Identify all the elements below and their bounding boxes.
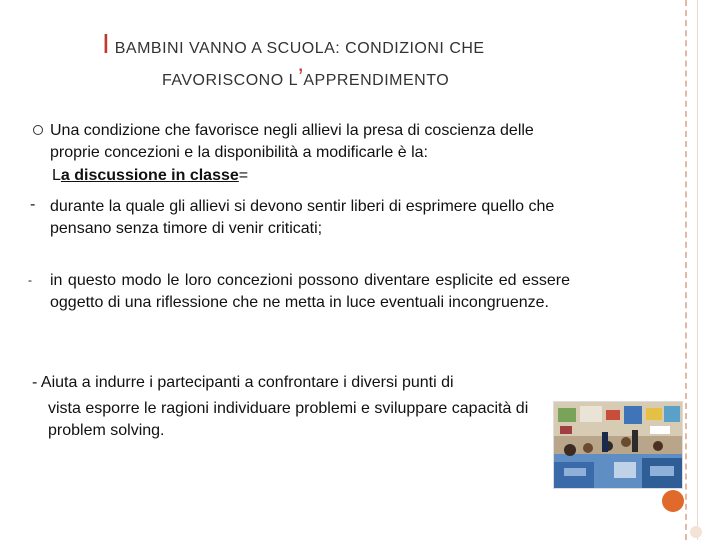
- title-line-2: [162, 64, 449, 92]
- term-underlined: a discussione in classe: [60, 167, 239, 184]
- dash-marker: -: [30, 196, 36, 213]
- point-2: in questo modo le loro concezioni possono diventare esplicite ed essere oggetto di una riflessione che ne metta in luce eventuali incongruenze.: [50, 272, 570, 311]
- decorative-rule: [697, 0, 698, 540]
- term-line: [52, 165, 248, 187]
- title-text-2b: APPRENDIMENTO: [303, 72, 450, 89]
- intro-text: Una condizione che favorisce negli allievi la presa di coscienza delle proprie concezioni e la disponibilità a modificarle è la:: [50, 122, 534, 161]
- term-prefix: L: [52, 167, 61, 184]
- circle-bullet-icon: [33, 125, 43, 135]
- title-text-2a: FAVORISCONO L: [162, 72, 299, 89]
- decorative-circle: [690, 526, 702, 538]
- decorative-orange-circle: [662, 490, 684, 512]
- point-3-line-2: vista esporre le ragioni individuare problemi e sviluppare capacità di problem solving.: [48, 400, 529, 439]
- term-suffix: =: [238, 167, 249, 184]
- decorative-dashed-rule: [685, 0, 687, 540]
- classroom-photo-illustration: [554, 402, 682, 488]
- title-text-1: BAMBINI VANNO A SCUOLA: CONDIZIONI CHE: [109, 40, 485, 57]
- title-initial: I: [102, 28, 110, 59]
- title-line-1: [102, 28, 485, 60]
- point-3-line-1: - Aiuta a indurre i partecipanti a confrontare i diversi punti di: [32, 374, 454, 391]
- title-apostrophe: ’: [298, 64, 304, 91]
- classroom-photo: [553, 401, 683, 489]
- point-1: durante la quale gli allievi si devono sentir liberi di esprimere quello che pensano senza timore di venir criticati;: [50, 198, 555, 237]
- dash-marker: -: [28, 273, 32, 287]
